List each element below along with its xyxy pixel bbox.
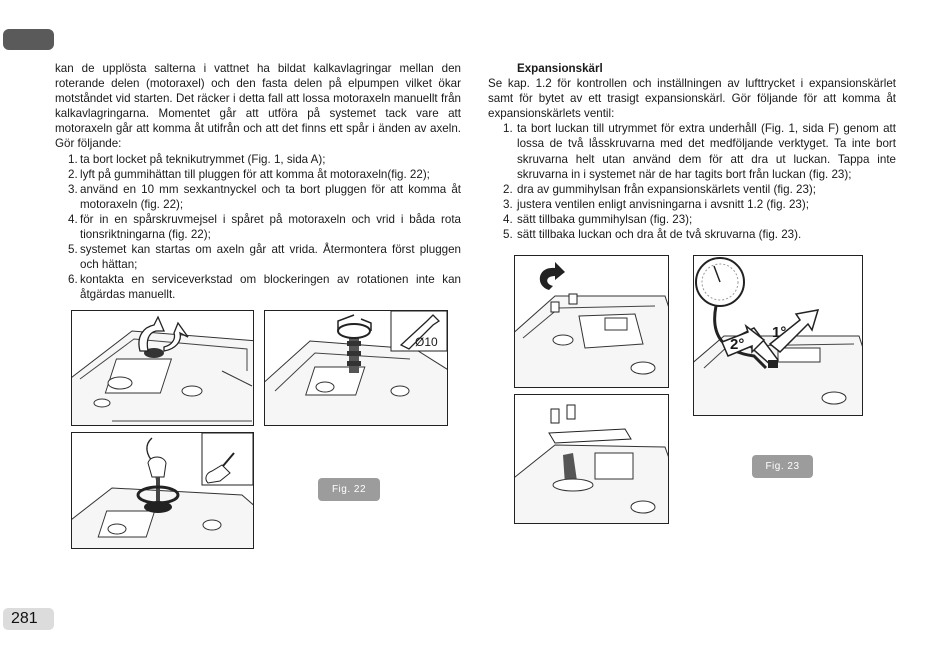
- list-item: 5. systemet kan startas om axeln går att vrida. Återmontera först pluggen och hättan;: [68, 243, 461, 272]
- page-number: 281: [3, 608, 54, 630]
- list-item: 3. justera ventilen enligt anvisningarna i avsnitt 1.2 (fig. 23);: [503, 197, 809, 211]
- fig23-gauge-illustration: [693, 255, 863, 416]
- fig22-cap-illustration: [71, 310, 254, 426]
- language-tab: [3, 29, 54, 50]
- section-heading: Expansionskärl: [517, 62, 603, 75]
- list-item: 2. lyft på gummihättan till pluggen för att komma åt motoraxeln(fig. 22);: [68, 167, 430, 181]
- wrench-size-label: Ø10: [415, 335, 438, 349]
- left-intro-paragraph: kan de upplösta salterna i vattnet ha bildat kalkavlagringar mellan den roterande delen (motoraxel) och den fasta delen på elpumpen vilket ökar motståndet vid starten. Det räcker i detta fall att lossa motoraxeln manuellt från kalkavlagringarna. Momentet går att utföra på systemet tack vare att motoraxeln går att komma åt utifrån och att det finns ett spår i änden av axeln. Gör följande:: [55, 62, 461, 151]
- figure-23-label: Fig. 23: [752, 455, 813, 478]
- right-intro-paragraph: Se kap. 1.2 för kontrollen och inställningen av lufttrycket i expansionskärlet samt för bytet av ett trasigt expansionskärl. Gör följande för att komma åt expansionskärlets ventil:: [488, 77, 896, 121]
- left-column: [55, 61, 461, 303]
- list-item: 1. ta bort locket på teknikutrymmet (Fig. 1, sida A);: [68, 152, 326, 166]
- list-item: 3. använd en 10 mm sexkantnyckel och ta bort pluggen för att komma åt motoraxeln (fig. 22);: [68, 182, 461, 211]
- left-steps-list: [55, 152, 461, 303]
- list-item: 6. kontakta en serviceverkstad om blockeringen av rotationen inte kan åtgärdas manuellt.: [68, 273, 461, 302]
- fig22-wrench-illustration: [264, 310, 448, 426]
- list-item: 2. dra av gummihylsan från expansionskärlets ventil (fig. 23);: [503, 182, 816, 196]
- arrow-label-2: 2°: [730, 336, 745, 353]
- right-column: [488, 61, 896, 242]
- list-item: 1. ta bort luckan till utrymmet för extra underhåll (Fig. 1, sida F) genom att lossa de två låsskruvarna med det medföljande verktyget. Ta inte bort skruvarna helt utan använd dem för att dra ut luckan. Tappa inte skruvarna in i systemet när de har tagits bort från luckan (fig. 23);: [503, 122, 896, 181]
- right-steps-list: [488, 121, 896, 242]
- fig22-screwdriver-illustration: [71, 432, 254, 549]
- list-item: 4. sätt tillbaka gummihylsan (fig. 23);: [503, 212, 693, 226]
- list-item: 5. sätt tillbaka luckan och dra åt de två skruvarna (fig. 23).: [503, 228, 802, 242]
- figure-22-label: Fig. 22: [318, 478, 380, 501]
- fig23-screws-illustration: [514, 255, 669, 388]
- list-item: 4. för in en spårskruvmejsel i spåret på motoraxeln och vrid i båda rota tionsriktningarna (fig. 22);: [68, 212, 461, 242]
- fig23-panel-illustration: [514, 394, 669, 524]
- arrow-label-1: 1°: [772, 324, 787, 341]
